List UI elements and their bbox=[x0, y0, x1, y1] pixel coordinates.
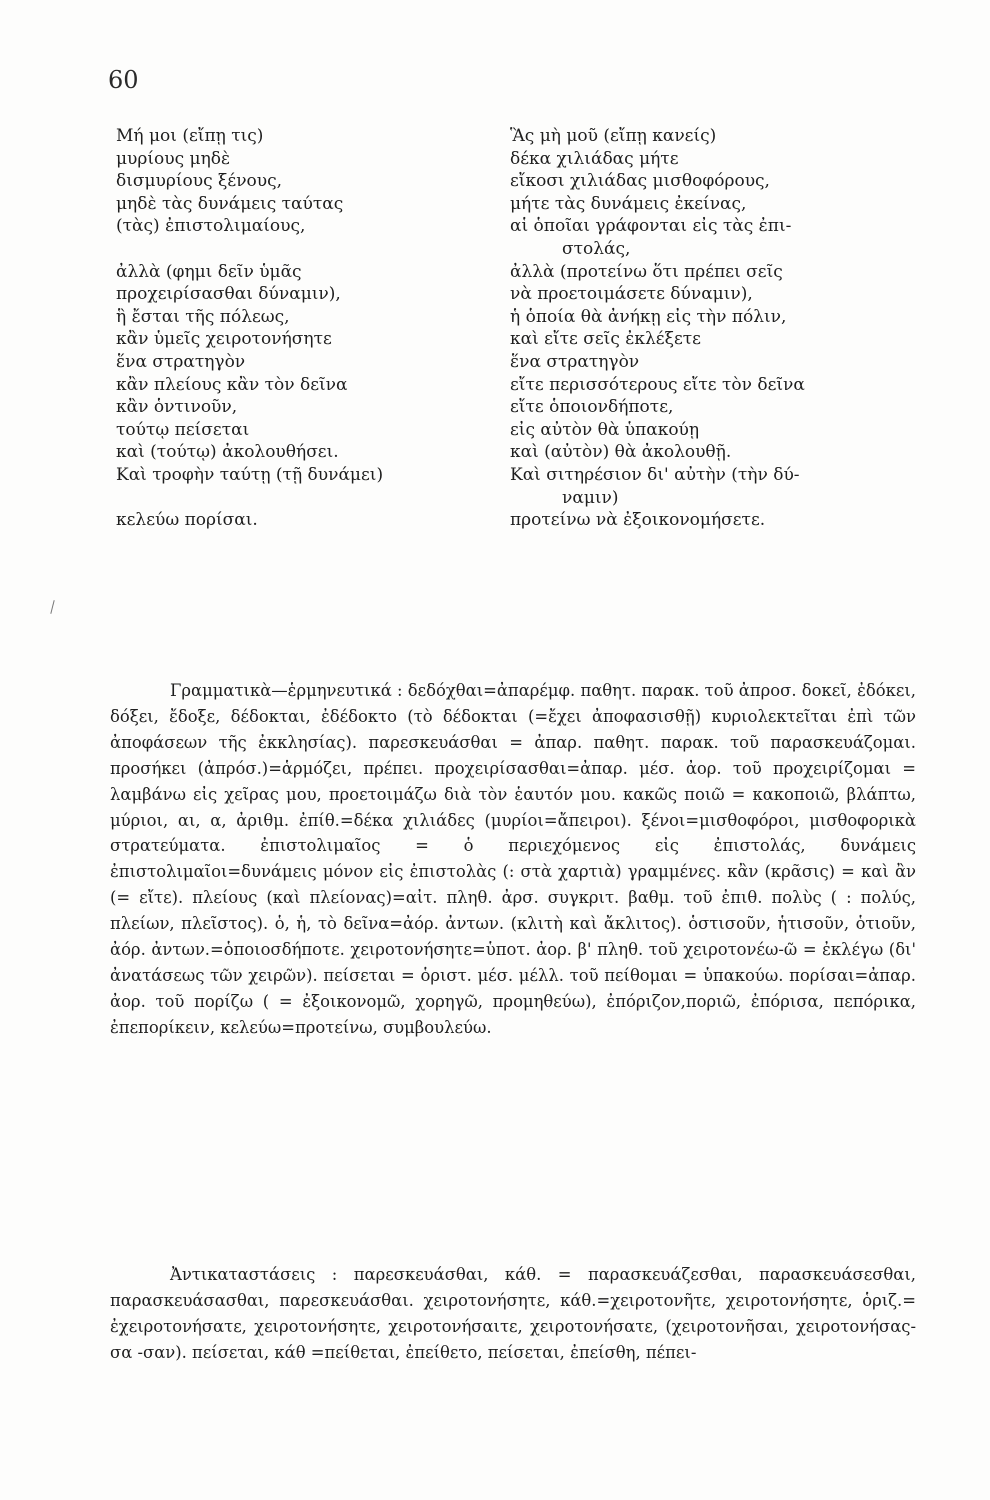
text-line: κἂν ὁντινοῦν, bbox=[116, 397, 238, 418]
text-line: ἕνα στρατηγὸν bbox=[510, 351, 640, 372]
text-line: δισμυρίους ξένους, bbox=[116, 171, 283, 192]
blank-line bbox=[116, 238, 506, 261]
text-line: Μή μοι (εἴπῃ τις) bbox=[116, 126, 264, 146]
text-line: νὰ προετοιμάσετε δύναμιν), bbox=[510, 284, 753, 305]
text-line: ἡ ὁποία θὰ ἀνήκῃ εἰς τὴν πόλιν, bbox=[510, 306, 787, 327]
substitutions-section bbox=[110, 1262, 916, 1366]
text-line: εἰς αὐτὸν θὰ ὑπακούῃ bbox=[510, 419, 700, 440]
text-line: μήτε τὰς δυνάμεις ἐκείνας, bbox=[510, 193, 747, 214]
text-line: μυρίους μηδὲ bbox=[116, 148, 231, 169]
text-line: ἀλλὰ (προτείνω ὅτι πρέπει σεῖς bbox=[510, 261, 783, 282]
modern-greek-translation-column bbox=[510, 125, 910, 532]
text-line: κἂν πλείους κἂν τὸν δεῖνα bbox=[116, 374, 348, 395]
text-line: αἱ ὁποῖαι γράφονται εἰς τὰς ἐπι- bbox=[510, 216, 792, 237]
text-line: εἴτε περισσότερους εἴτε τὸν δεῖνα bbox=[510, 374, 805, 395]
text-line: ναμιν) bbox=[562, 487, 619, 508]
text-line: Ἃς μὴ μοῦ (εἴπῃ κανείς) bbox=[510, 126, 717, 146]
text-line: καὶ (τούτῳ) ἀκολουθήσει. bbox=[116, 442, 339, 463]
page-number: 60 bbox=[108, 66, 139, 94]
text-line: μηδὲ τὰς δυνάμεις ταύτας bbox=[116, 193, 344, 214]
blank-line bbox=[116, 487, 506, 510]
text-line: (τὰς) ἐπιστολιμαίους, bbox=[116, 216, 306, 237]
text-line: κελεύω πορίσαι. bbox=[116, 510, 258, 531]
text-line: κἂν ὑμεῖς χειροτονήσητε bbox=[116, 329, 332, 350]
text-line: καὶ εἴτε σεῖς ἐκλέξετε bbox=[510, 329, 701, 350]
text-line: Καὶ σιτηρέσιον δι' αὐτὴν (τὴν δύ- bbox=[510, 464, 800, 485]
text-line: ἀλλὰ (φημι δεῖν ὑμᾶς bbox=[116, 261, 302, 282]
text-line: Καὶ τροφὴν ταύτῃ (τῇ δυνάμει) bbox=[116, 464, 384, 485]
text-line: στολάς, bbox=[562, 238, 631, 259]
text-line: εἴτε ὁποιονδήποτε, bbox=[510, 397, 674, 418]
substitutions-paragraph: Ἀντικαταστάσεις : παρεσκευάσθαι, κάθ. = παρασκευάζεσθαι, παρασκευάσεσθαι, παρασκευάσασθαι, παρεσκευάσθαι. χειροτονήσητε, κάθ.=χειροτονῆτε, χειροτονήσητε, ὁριζ.= ἐχειροτονήσατε, χειροτονήσητε, χειροτονήσαιτε, χειροτονήσατε, (χειροτονῆσαι, χειροτονήσας-σα -σαν). πείσεται, κάθ =πείθεται, ἐπείθετο, πείσεται, ἐπείσθη, πέπει- bbox=[110, 1265, 916, 1362]
text-line: ἕνα στρατηγὸν bbox=[116, 351, 246, 372]
grammar-note-paragraph: Γραμματικὰ—ἑρμηνευτικά : δεδόχθαι=ἀπαρέμφ. παθητ. παρακ. τοῦ ἀπροσ. δοκεῖ, ἐδόκει, δόξει, ἔδοξε, δέδοκται, ἐδέδοκτο (τὸ δέδοκται (=ἔχει ἀποφασισθῇ) κυριολεκτεῖται ἐπὶ τῶν ἀποφάσεων τῆς ἐκκλησίας). παρεσκευάσθαι = ἀπαρ. παθητ. παρακ. τοῦ παρασκευάζομαι. προσήκει (ἀπρόσ.)=ἁρμόζει, πρέπει. προχειρίσασθαι=ἀπαρ. μέσ. ἀορ. τοῦ προχειρίζομαι = λαμβάνω εἰς χεῖρας μου, προετοιμάζω διὰ τὸν ἑαυτόν μου. κακῶς ποιῶ = κακοποιῶ, βλάπτω, μύριοι, αι, α, ἀριθμ. ἐπίθ.=δέκα χιλιάδες (μυρίοι=ἄπειροι). ξένοι=μισθοφόροι, μισθοφορικὰ στρατεύματα. ἐπιστολιμαῖος = ὁ περιεχόμενος εἰς ἐπιστολάς, δυνάμεις ἐπιστολιμαῖοι=δυνάμεις μόνον εἰς ἐπιστολὰς (: στὰ χαρτιὰ) γραμμένες. κἂν (κρᾶσις) = καὶ ἂν (= εἴτε). πλείους (καὶ πλείονας)=αἰτ. πληθ. ἀρσ. συγκριτ. βαθμ. τοῦ ἐπιθ. πολὺς ( : πολύς, πλείων, πλεῖστος). ὁ, ἡ, τὸ δεῖνα=ἀόρ. ἀντων. (κλιτὴ καὶ ἄκλιτος). ὁστισοῦν, ἡτισοῦν, ὁτιοῦν, ἀόρ. ἀντων.=ὁποιοσδήποτε. χειροτονήσητε=ὑποτ. ἀορ. β' πληθ. τοῦ χειροτονέω-ῶ = ἐκλέγω (δι' ἀνατάσεως τῶν χειρῶν). πείσεται = ὁριστ. μέσ. μέλλ. τοῦ πείθομαι = ὑπακούω. πορίσαι=ἀπαρ. ἀορ. τοῦ πορίζω ( = ἐξοικονομῶ, χορηγῶ, προμηθεύω), ἐπόριζον,ποριῶ, ἐπόρισα, πεπόρικα, ἐπεπορίκειν, κελεύω=προτείνω, συμβουλεύω. bbox=[110, 681, 916, 1037]
ancient-greek-text-column bbox=[116, 125, 506, 532]
text-line: προτείνω νὰ ἐξοικονομήσετε. bbox=[510, 510, 766, 531]
text-line: τούτῳ πείσεται bbox=[116, 419, 250, 440]
text-line: προχειρίσασθαι δύναμιν), bbox=[116, 284, 341, 305]
grammar-notes-section bbox=[110, 678, 916, 1041]
text-line: εἴκοσι χιλιάδας μισθοφόρους, bbox=[510, 171, 770, 192]
text-line: δέκα χιλιάδας μήτε bbox=[510, 148, 679, 169]
text-line: καὶ (αὐτὸν) θὰ ἀκολουθῇ. bbox=[510, 442, 732, 463]
margin-mark bbox=[50, 600, 54, 614]
text-line: ἣ ἔσται τῆς πόλεως, bbox=[116, 306, 290, 327]
